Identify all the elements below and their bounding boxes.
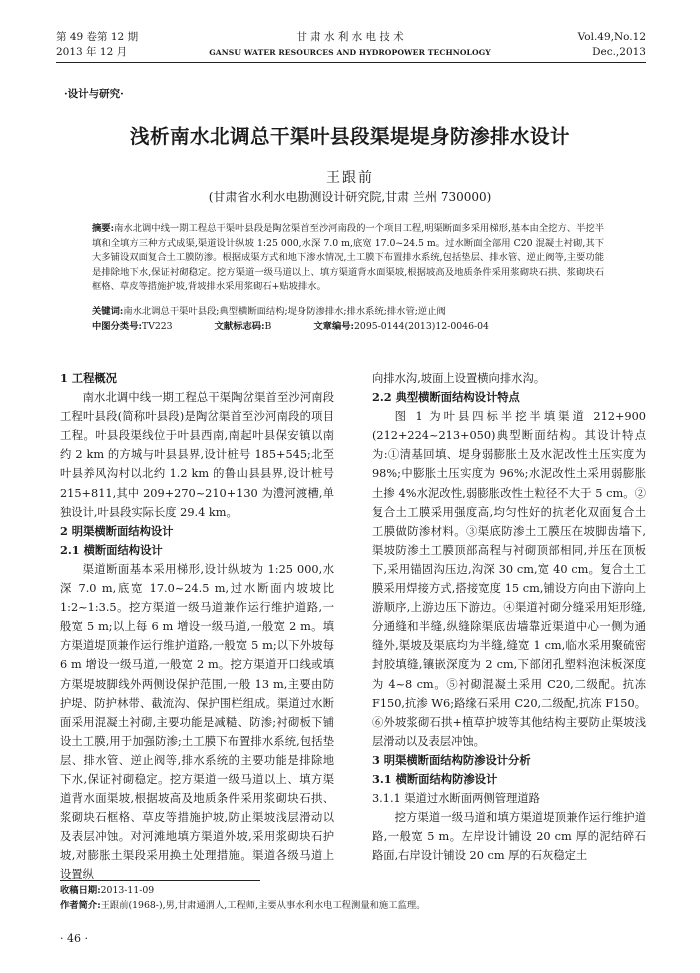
- journal-title-cn: 甘 肃 水 利 水 电 技 术: [296, 31, 404, 43]
- doc-code-value: B: [264, 321, 272, 332]
- classification-line: [92, 320, 604, 335]
- volume-cn: 第 49 卷第 12 期: [56, 31, 139, 43]
- clc-label: 中图分类号:: [92, 321, 142, 332]
- heading-1: 1 工程概况: [60, 371, 117, 385]
- heading-3-1: 3.1 横断面结构防渗设计: [372, 771, 498, 786]
- paragraph: 渠道断面基本采用梯形,设计纵坡为 1:25 000,水深 7.0 m,底宽 17.0~24.5 m,过水断面内坡坡比 1:2~1:3.5。挖方渠道一级马道兼作运行维护道路,一般宽 5 m;以上每 6 m 增设一级马道,一般宽 2 m。填方渠道堤顶兼作运行维护道路,一般宽 5 m;以下外坡每 6 m 增设一级马道,一般宽 2 m。挖方渠道开口线或填方渠堤坡脚线外两侧设保护范围,一般 13 m,主要由防护堤、防护林带、截流沟、保护围栏组成。渠道过水断面采用混凝土衬砌,主要功能是减糙、防渗;衬砌板下铺设土工膜,用于加强防渗;土工膜下布置排水系统,包括垫层、排水管、逆止阀等,排水系统的主要功能是排除地下水,保证衬砌稳定。挖方渠道一级马道以上、填方渠道背水面渠坡,根据坡高及地质条件采用浆砌块石拱、浆砌块石框格、草皮等措施护坡,防止渠坡浅层滑动以及表层冲蚀。对河滩地填方渠道外坡,采用浆砌块石护坡,对膨胀土渠段采用换土处理措施。渠道各级马道上设置纵: [60, 562, 334, 882]
- heading-2: 2 明渠横断面结构设计: [60, 523, 174, 538]
- left-column: [60, 369, 334, 885]
- clc-value: TV223: [141, 321, 173, 332]
- bio-text: 王跟前(1968-),男,甘肃通渭人,工程师,主要从事水利水电工程测量和施工监理。: [100, 900, 426, 911]
- header-right: [578, 30, 646, 60]
- heading-3-1-1: 3.1.1 渠道过水断面两侧管理道路: [372, 792, 540, 806]
- paper-title: 浅析南水北调总干渠叶县段渠堤堤身防渗排水设计: [129, 125, 570, 148]
- header-center: [200, 30, 500, 60]
- article-no-value: 2095-0144(2013)12-0046-04: [353, 321, 489, 332]
- heading-3: 3 明渠横断面结构防渗设计分析: [372, 752, 531, 767]
- heading-2-1: 2.1 横断面结构设计: [60, 542, 163, 557]
- page-number: · 46 ·: [60, 932, 88, 945]
- author-bio: [60, 899, 646, 913]
- paragraph: 挖方渠道一级马道和填方渠道堤顶兼作运行维护道路,一般宽 5 m。左岸设计铺设 20 cm 厚的泥结碎石路面,右岸设计铺设 20 cm 厚的石灰稳定土: [372, 811, 646, 863]
- paragraph-continued: 向排水沟,坡面上设置横向排水沟。: [372, 372, 546, 385]
- abstract-label: 摘要:: [92, 223, 115, 234]
- bio-label: 作者简介:: [60, 900, 101, 911]
- paragraph: 南水北调中线一期工程总干渠陶岔渠首至沙河南段工程叶县段(简称叶县段)是陶岔渠首至沙河南段的项目工程。叶县段渠线位于叶县西南,南起叶县保安镇以南约 2 km 的方城与叶县县界,设计桩号 185+545;北至叶县养风沟村以北约 1.2 km 的鲁山县县界,设计桩号 215+811,其中 209+270~210+130 为澧河渡槽,单独设计,叶县段实际长度 29.4 km。: [60, 391, 334, 519]
- volume-en: Vol.49,No.12: [577, 31, 646, 43]
- abstract-text: 南水北调中线一期工程总干渠叶县段是陶岔渠首至沙河南段的一个项目工程,明渠断面多采用梯形,基本由全挖方、半挖半填和全填方三种方式成渠,渠道设计纵坡 1:25 000,水深 7.0 m,底宽 17.0~24.5 m。过水断面全部用 C20 混凝土衬砌,其下大多铺设双面复合土工膜防渗。根据成渠方式和地下渗水情况,土工膜下布置排水系统,包括垫层、排水管、逆止阀等,主要功能是排除地下水,保证衬砌稳定。挖方渠道一级马道以上、填方渠道背水面渠坡,根据坡高及地质条件采用浆砌块石拱、浆砌块石框格、草皮等措施护坡,背坡排水采用浆砌石+贴坡排水。: [92, 223, 604, 293]
- date-cn: 2013 年 12 月: [56, 46, 128, 58]
- keywords-text: 南水北调总干渠叶县段;典型横断面结构;堤身防渗排水;排水系统;排水管;逆止阀: [123, 306, 446, 317]
- date-en: Dec.,2013: [592, 46, 646, 58]
- keywords-label: 关键词:: [92, 306, 124, 317]
- paragraph: 图 1 为叶县四标半挖半填渠道 212+900 (212+224~213+050)典型断面结构。其设计特点为:①清基回填、堤身弱膨胀土及水泥改性土压实度为 98%;中膨胀土压实度为 96%;水泥改性土采用弱膨胀土掺 4%水泥改性,弱膨胀改性土粒径不大于 5 cm。②复合土工膜采用强度高,均匀性好的抗老化双面复合土工膜做防渗材料。③渠底防渗土工膜压在坡脚齿墙下,渠坡防渗土工膜顶部高程与衬砌顶部相同,并压在顶板下,采用锚固沟压边,沟深 30 cm,宽 40 cm。复合土工膜采用焊接方式,搭接宽度 15 cm,铺设方向由下游向上游顺序,上游边压下游边。④渠道衬砌分缝采用矩形缝,分通缝和半缝,纵缝除渠底齿墙靠近渠道中心一侧为通缝外,渠坡及渠底均为半缝,缝宽 1 cm,临水采用聚硫密封胶填缝,镶嵌深度为 2 cm,下部闭孔塑料泡沫板深度为 4~8 cm。⑤衬砌混凝土采用 C20,二级配。抗冻 F150,抗渗 W6;路缘石采用 C20,二级配,抗冻 F150。⑥外坡浆砌石拱+植草护坡等其他结构主要防止渠坡浅层滑动以及表层冲蚀。: [372, 410, 646, 748]
- heading-2-2: 2.2 典型横断面结构设计特点: [372, 390, 520, 405]
- received-date: [60, 884, 646, 898]
- received-label: 收稿日期:: [60, 885, 101, 896]
- received-value: 2013-11-09: [100, 885, 155, 896]
- footnote-rule: [60, 880, 260, 881]
- affiliation: (甘肃省水利水电勘测设计研究院,甘肃 兰州 730000): [208, 190, 492, 204]
- article-no-label: 文章编号:: [313, 321, 354, 332]
- abstract: [92, 222, 604, 295]
- section-tag: ·设计与研究·: [64, 88, 124, 100]
- keywords: [92, 305, 604, 320]
- author: 王跟前: [326, 170, 374, 186]
- header-rule: [56, 62, 646, 63]
- header-left: [56, 30, 138, 60]
- doc-code-label: 文献标志码:: [214, 321, 265, 332]
- journal-title-en: GANSU WATER RESOURCES AND HYDROPOWER TECHNOLOGY: [209, 48, 491, 57]
- right-column: [372, 369, 646, 865]
